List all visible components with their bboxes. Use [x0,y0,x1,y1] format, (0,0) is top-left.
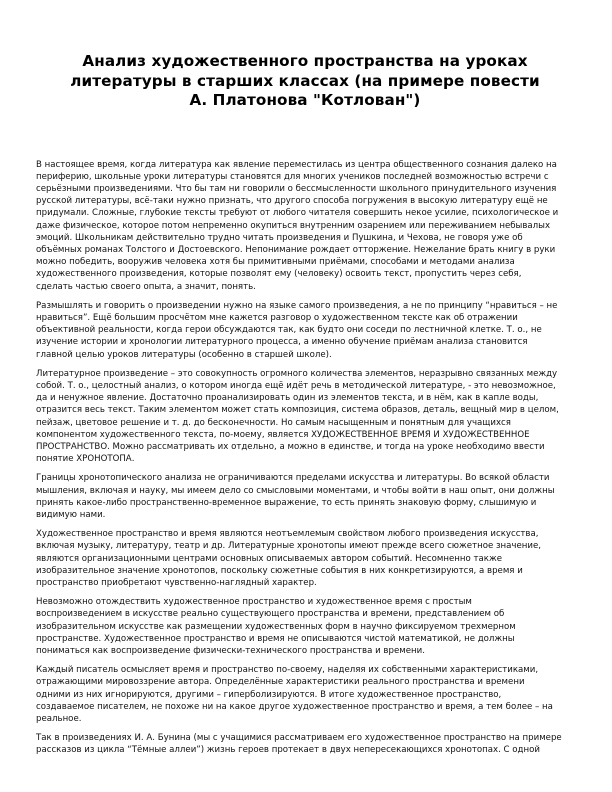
text-line: воспроизведением в искусстве реально существующего пространства и времени, представлением об [36,609,505,620]
text-line: да и ненужное явление. Достаточно проанализировать один из элементов текста, и в нём, как в капле воды, [36,393,539,404]
text-line: В настоящее время, когда литература как явление переместилась из центра общественного сознания далеко на [36,159,557,170]
text-line: эмоций. Школьникам действительно трудно читать произведения и Пушкина, и Чехова, не говоря уже об [36,232,523,243]
document-body [36,159,574,757]
text-line: отражающими мировоззрение автора. Определённые характеристики реального пространства и времени [36,677,525,688]
text-line: Литературное произведение – это совокупность огромного количества элементов, неразрывно связанных между [36,368,558,379]
text-line: Каждый писатель осмысляет время и пространство по-своему, наделяя их собственными характеристиками, [36,665,539,676]
text-line: рассказов из цикла “Тёмные аллеи”) жизнь героев протекает в двух непересекающихся хронотопах. С одной [36,745,540,756]
text-line: придумали. Сложные, глубокие тексты требуют от любого читателя совершить некое усилие, психологическое и [36,208,559,219]
title-line: А. Платонова "Котлован") [189,91,421,109]
text-line: периферию, школьные уроки литературы становятся для многих учеников последней возможностью встречи с [36,171,549,182]
paragraph-intro [36,159,574,293]
text-line: одними из них игнорируются, другими – гиперболизируются. В итоге художественное пространство, [36,689,502,700]
text-line: изобразительное значение хронотопов, поскольку сюжетные события в них конкретизируются, а время и [36,565,523,576]
title-line: Анализ художественного пространства на уроках [82,52,528,70]
text-line: объёмных романах Толстого и Достоевского. Непонимание рождает отторжение. Нежелание брать книгу в руки [36,244,556,255]
text-line: изучение истории и хронологии литературного процесса, а именно обучение приёмам анализа становится [36,337,528,348]
text-line: отразится весь текст. Таким элементом может стать композиция, система образов, деталь, вещный мир в целом, [36,405,559,416]
text-line: Так в произведениях И. А. Бунина (мы с учащимися рассматриваем его художественное пространство на примере [36,733,562,744]
text-line: нравиться”. Ещё большим просчётом мне кажется разговор о художественном тексте как об отражении [36,312,518,323]
text-line: мышления, включая и науку, мы имеем дело со смысловыми моментами, и чтобы войти в наш опыт, они должны [36,485,555,496]
text-line: собой. Т. о., целостный анализ, о котором иногда ещё идёт речь в методической литературе, - это невозможное, [36,380,556,391]
text-line: принять какое-либо пространственно-временное выражение, то есть принять знаковую форму, слышимую и [36,497,537,508]
text-line: видимую нами. [36,509,106,520]
text-line: создаваемое писателем, не похоже ни на какое другое художественное пространство и время, а тем более – на [36,701,553,712]
text-line: пространство приобретают чувственно-наглядный характер. [36,578,317,588]
paragraph-literary-work [36,368,574,466]
text-line: понятие ХРОНОТОПА. [36,454,135,465]
text-line: Художественное пространство и время являются неотъемлемым свойством любого произведения искусства, [36,529,539,540]
text-line: объективной реальности, когда герои обсуждаются так, как будто они соседи по лестничной клетке. Т. о., не [36,325,542,336]
text-line: Невозможно отождествить художественное пространство и художественное время с простым [36,597,472,608]
paragraph-analysis-language [36,300,574,361]
paragraph-impossible-identity [36,596,574,657]
text-line: можно победить, вооружив человека хотя бы примитивными приёмами, способами и методами анализа [36,257,515,268]
text-line: Границы хронотопического анализа не ограничиваются пределами искусства и литературы. Во всякой области [36,473,550,484]
text-line: сделать частью своего опыта, а значит, понять. [36,281,256,292]
text-line: пониматься как воспроизведение физически-технического пространства и времени. [36,646,425,657]
text-line: художественного произведения, которые позволят ему (человеку) освоить текст, пропустить через себя, [36,269,522,280]
text-line: пространстве. Художественное пространство и время не описываются чистой математикой, не должны [36,633,515,644]
text-line: компонентом художественного текста, по-моему, является ХУДОЖЕСТВЕННОЕ ВРЕМЯ И ХУДОЖЕСТВЕННОЕ [36,429,530,440]
text-line: изобразительном искусстве как размещении художественных форм в научно фиксируемом трехмерном [36,621,516,632]
text-line: серьёзными произведениями. Что бы там ни говорили о бессмысленности школьного принудительного изучения [36,183,557,194]
document-title [36,52,574,111]
text-line: ПРОСТРАНСТВО. Можно рассматривать их отдельно, а можно в единстве, и тогда на уроке необходимо ввести [36,441,545,452]
text-line: Размышлять и говорить о произведении нужно на языке самого произведения, а не по принципу “нравиться – не [36,300,558,311]
text-line: включая музыку, литературу, театр и др. Литературные хронотопы имеют прежде всего сюжетное значение, [36,541,542,552]
text-line: являются организационными центрами основных описываемых автором событий. Несомненно также [36,553,502,564]
title-line: литературы в старших классах (на примере повести [70,71,540,90]
text-line: пейзаж, цветовое решение и т. д. до бесконечности. Но самым насыщенным и понятным для учащихся [36,417,511,428]
paragraph-space-and-time [36,528,574,589]
text-line: реальное. [36,714,82,725]
text-line: главной целью уроков литературы (особенно в старшей школе). [36,349,332,360]
paragraph-bunin [36,732,574,756]
paragraph-chronotope-boundaries [36,472,574,521]
text-line: даже физическое, которое потом непременно окупиться внутренним озарением или переживанием небывалых [36,220,551,231]
paragraph-each-writer [36,664,574,725]
text-line: русской литературы, всё-таки нужно признать, что другого способа погружения в высокую литературу ещё не [36,196,548,207]
